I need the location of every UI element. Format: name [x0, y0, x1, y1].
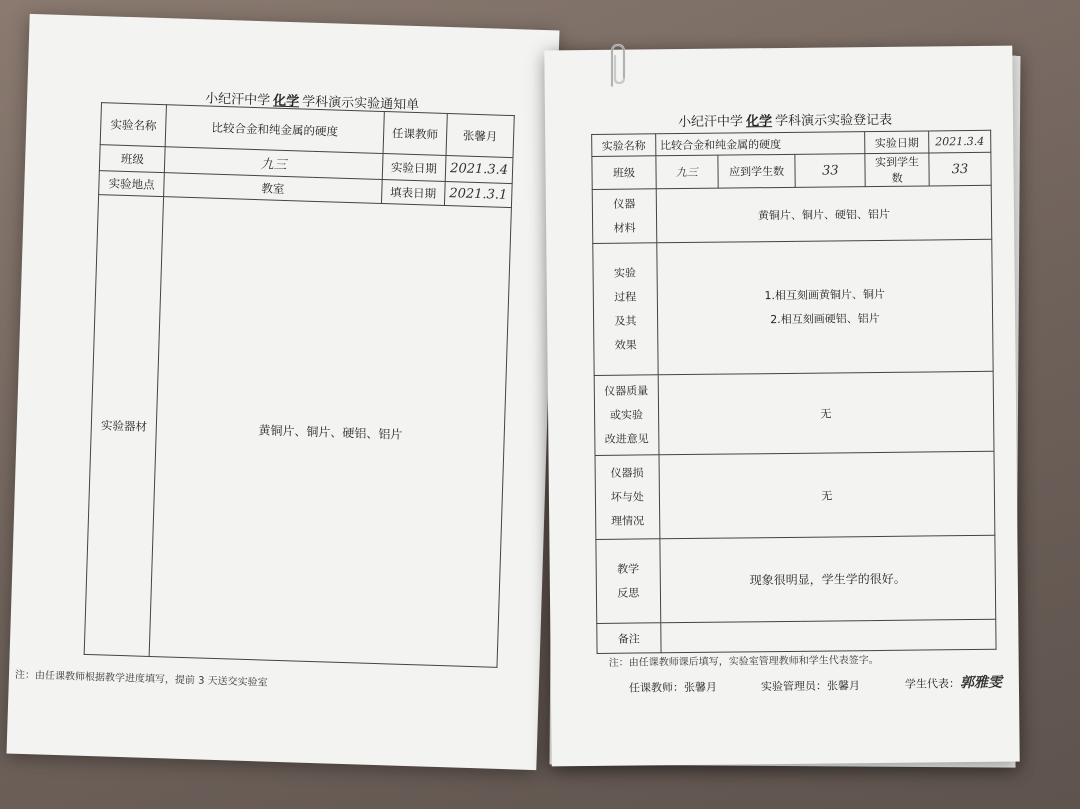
- reflection-label-line: 反思: [617, 586, 640, 600]
- register-title: [678, 109, 892, 130]
- quality-value: 无: [658, 371, 994, 455]
- process-label-line: 过程: [614, 290, 637, 304]
- materials-value: 黄铜片、铜片、硬铝、铝片: [150, 197, 512, 668]
- teacher-signature: 任课教师：张馨月: [628, 680, 718, 695]
- reg-class-label: 班级: [592, 156, 656, 190]
- reg-date-value: 2021.3.4: [929, 130, 991, 153]
- experiment-name-label: 实验名称: [100, 103, 167, 147]
- process-value: [657, 239, 994, 375]
- reg-experiment-name-value: 比较合金和纯金属的硬度: [655, 132, 865, 156]
- student-rep-name: 郭雅雯: [959, 674, 1002, 692]
- reg-experiment-name-label: 实验名称: [592, 134, 656, 157]
- reflection-value: 现象很明显，学生学的很好。: [660, 535, 996, 623]
- class-label: 班级: [99, 145, 165, 173]
- damage-label-line: 仪器损: [610, 465, 644, 480]
- class-value: 九三: [165, 147, 383, 180]
- notice-table: [84, 102, 515, 668]
- remarks-label: 备注: [597, 623, 661, 654]
- materials-label: 实验器材: [84, 195, 164, 657]
- process-label-line: 及其: [614, 314, 637, 328]
- teacher-value: 张馨月: [446, 114, 514, 158]
- process-line: 2.相互刻画硬铝、铝片: [770, 311, 880, 326]
- register-table: [591, 130, 996, 654]
- instruments-label-line: 材料: [613, 221, 636, 235]
- reg-date-label: 实验日期: [865, 131, 929, 154]
- damage-label: [595, 455, 660, 540]
- title-school: 小纪汗中学: [677, 114, 744, 131]
- process-label-line: 实验: [613, 266, 637, 280]
- title-suffix: 学科演示实验通知单: [301, 94, 420, 114]
- quality-label: [594, 375, 659, 456]
- student-rep-signature: [905, 672, 1002, 693]
- damage-label-line: 理情况: [611, 513, 645, 528]
- actual-label: 实到学生数: [865, 153, 929, 187]
- quality-label-line: 或实验: [609, 407, 644, 422]
- paper-clip-icon: [604, 42, 630, 88]
- quality-label-line: 改进意见: [604, 431, 649, 446]
- expected-label: 应到学生数: [717, 154, 795, 188]
- instruments-label-line: 仪器: [613, 197, 636, 211]
- process-label: [593, 243, 658, 376]
- process-label-line: 效果: [614, 338, 637, 352]
- reflection-label: [596, 539, 661, 624]
- experiment-name-value: 比较合金和纯金属的硬度: [166, 105, 384, 154]
- remarks-value: [661, 619, 996, 653]
- title-subject: 化学: [745, 114, 773, 130]
- notice-sheet: [7, 14, 560, 770]
- process-line: 1.相互刻画黄铜片、铜片: [764, 287, 886, 302]
- title-school: 小纪汗中学: [204, 91, 271, 109]
- title-subject: 化学: [272, 93, 300, 110]
- lab-manager-signature: 实验管理员：张馨月: [760, 679, 861, 694]
- title-suffix: 学科演示实验登记表: [774, 112, 893, 130]
- expected-value: 33: [795, 154, 865, 188]
- student-rep-label: 学生代表：: [904, 677, 960, 691]
- notice-footnote: 注：由任课教师根据教学进度填写，提前 3 天送交实验室: [14, 669, 268, 689]
- actual-value: 33: [929, 152, 991, 186]
- teacher-label: 任课教师: [383, 112, 448, 156]
- location-value: 教室: [164, 173, 382, 204]
- register-sheet: [544, 46, 1019, 767]
- damage-value: 无: [659, 451, 995, 539]
- fill-date-label: 填表日期: [381, 180, 445, 206]
- register-footnote: 注：由任课教师课后填写，实验室管理教师和学生代表签字。: [608, 655, 879, 669]
- date-label: 实验日期: [382, 154, 446, 182]
- reg-class-value: 九三: [656, 155, 718, 189]
- quality-label-line: 仪器质量: [604, 383, 649, 398]
- fill-date-value: 2021.3.1: [444, 181, 512, 207]
- instruments-label: [592, 189, 656, 244]
- date-value: 2021.3.4: [445, 156, 513, 184]
- damage-label-line: 坏与处: [610, 489, 644, 504]
- location-label: 实验地点: [99, 171, 165, 197]
- instruments-value: 黄铜片、铜片、硬铝、铝片: [656, 185, 992, 243]
- reflection-label-line: 教学: [617, 562, 640, 576]
